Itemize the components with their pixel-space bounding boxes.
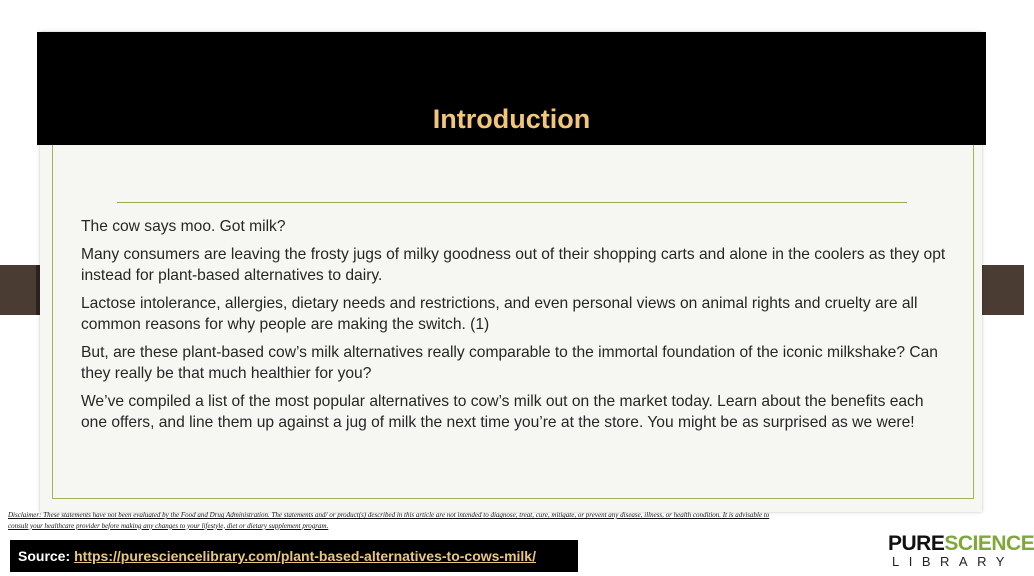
pure-science-library-logo <box>888 532 1034 570</box>
logo-wordmark <box>888 532 1034 556</box>
logo-word-science: SCIENCE <box>944 532 1034 555</box>
source-box <box>10 540 578 572</box>
paragraph-3: Lactose intolerance, allergies, dietary needs and restrictions, and even personal views on animal rights and cruelty are all common reasons for why people are making the switch. (1) <box>81 295 918 333</box>
source-label: Source: <box>18 548 71 564</box>
logo-word-pure: PURE <box>888 532 945 555</box>
paragraph-1: The cow says moo. Got milk? <box>81 218 286 235</box>
source-link[interactable]: https://puresciencelibrary.com/plant-based-alternatives-to-cows-milk/ <box>74 548 536 564</box>
left-side-tab <box>0 265 40 315</box>
paragraph-5: We’ve compiled a list of the most popular alternatives to cow’s milk out on the market today. Learn about the benefits each one offers, and line them up against a jug of milk the next time you’re at the store. You might be as surprised as we were! <box>81 393 924 431</box>
paragraph-4: But, are these plant-based cow’s milk alternatives really comparable to the immortal foundation of the iconic milkshake? Can they really be that much healthier for you? <box>81 344 938 382</box>
logo-word-library: LIBRARY <box>892 554 1014 569</box>
title-divider <box>117 202 907 203</box>
slide-title: Introduction <box>432 104 591 134</box>
slide-header <box>37 32 986 145</box>
disclaimer-text: Disclaimer: These statements have not been evaluated by the Food and Drug Administration. The statements and/ or product(s) described in this article are not intended to diagnose, treat, cure, mitigate, or prevent any disease, illness, or health condition. It is advisable to consult your healthcare provider before making any changes to your lifestyle, diet or dietary supplement program. <box>8 511 770 530</box>
paragraph-2: Many consumers are leaving the frosty jugs of milky goodness out of their shopping carts and alone in the coolers as they opt instead for plant-based alternatives to dairy. <box>81 246 946 284</box>
slide-body <box>81 216 946 440</box>
